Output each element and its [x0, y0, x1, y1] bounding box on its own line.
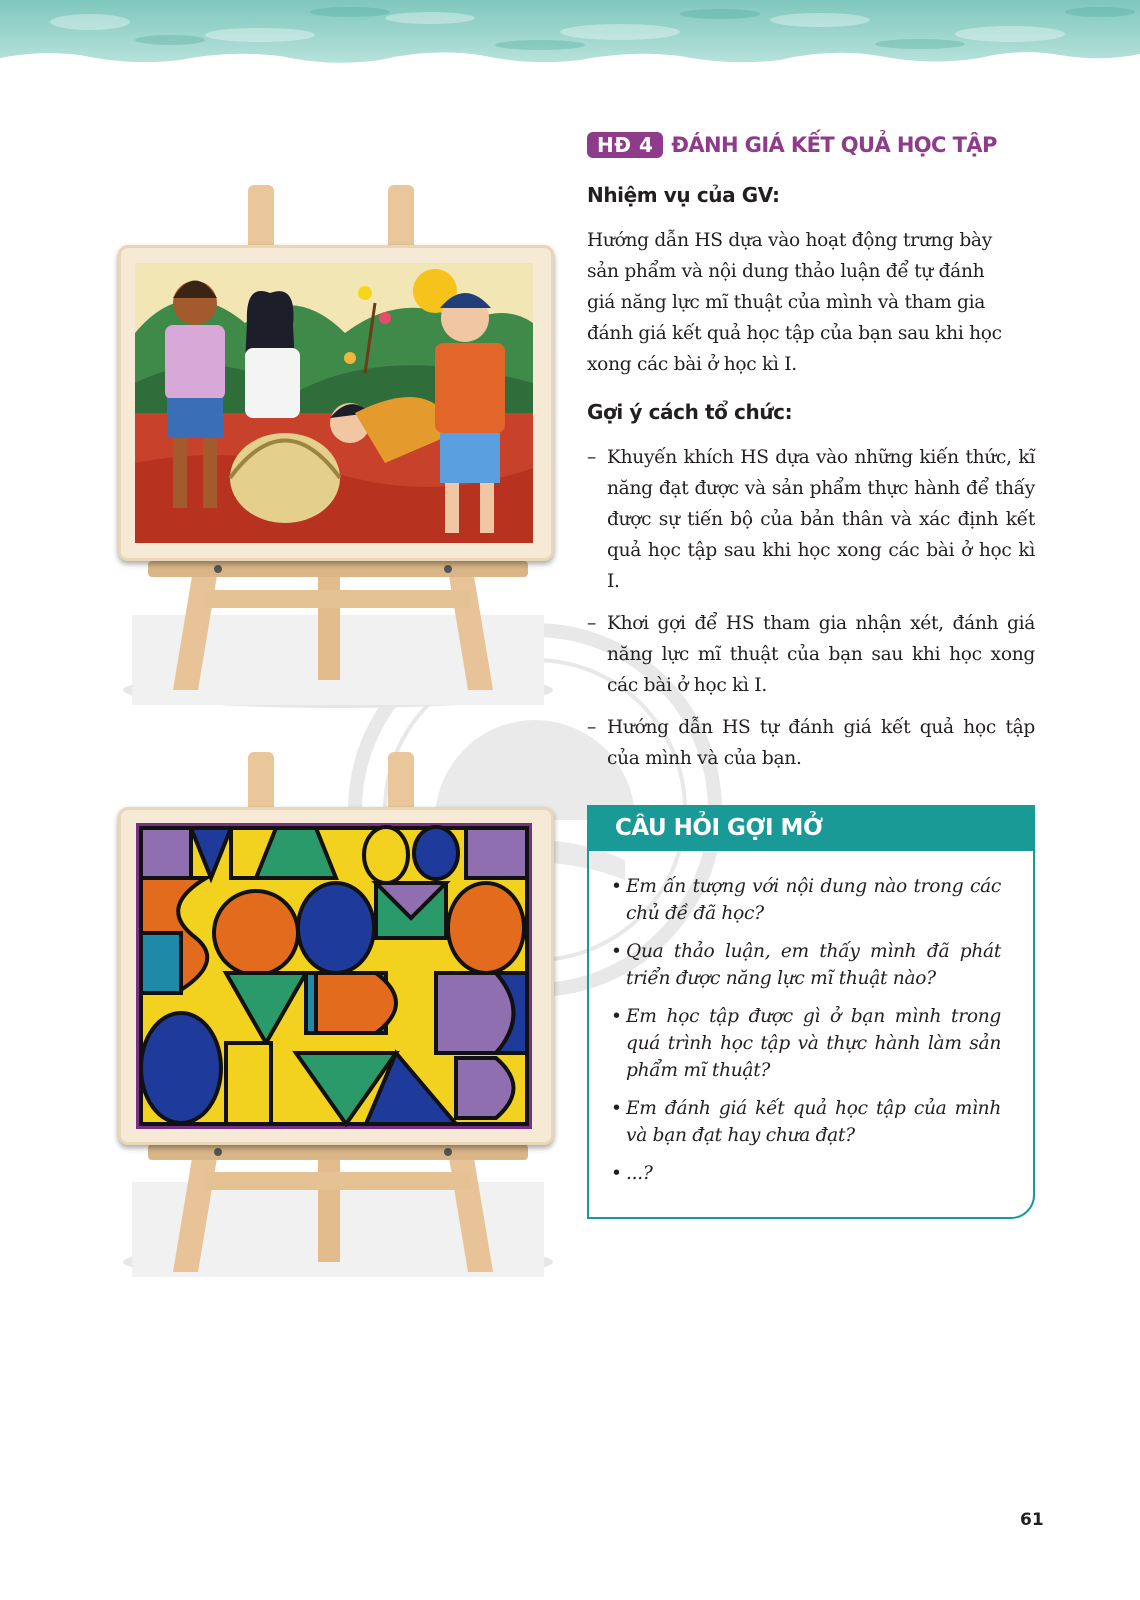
- teacher-task-text: [587, 225, 1035, 380]
- question-item: • Em ấn tượng với nội dung nào trong các chủ đề đã học?: [611, 876, 1001, 924]
- guiding-questions-box: [587, 805, 1035, 1219]
- question-item: • Qua thảo luận, em thấy mình đã phát triển được năng lực mĩ thuật nào?: [611, 941, 1001, 989]
- guiding-questions-title: CÂU HỎI GỢI MỞ: [587, 805, 1035, 851]
- suggestion-item: – Khơi gợi để HS tham gia nhận xét, đánh giá năng lực mĩ thuật của bạn sau khi học xong các bài ở học kì I.: [587, 613, 1035, 696]
- question-item: • ...?: [611, 1163, 653, 1184]
- top-decorative-band: [0, 0, 1140, 70]
- easel-painting-1: [118, 185, 558, 710]
- geometric-letters-painting: [136, 823, 532, 1129]
- suggestions-heading: Gợi ý cách tổ chức:: [587, 400, 793, 424]
- question-item: • Em đánh giá kết quả học tập của mình và bạn đạt hay chưa đạt?: [611, 1098, 1001, 1146]
- guiding-questions-list: [611, 873, 1001, 1198]
- teacher-task-line: giá năng lực mĩ thuật của mình và tham gia: [587, 292, 986, 313]
- page-number: 61: [1020, 1510, 1044, 1530]
- teacher-task-line: Hướng dẫn HS dựa vào hoạt động trưng bày: [587, 230, 992, 251]
- suggestion-item: – Hướng dẫn HS tự đánh giá kết quả học tập của mình và của bạn.: [587, 717, 1035, 769]
- easel-painting-2: [118, 752, 558, 1277]
- activity-title: ĐÁNH GIÁ KẾT QUẢ HỌC TẬP: [671, 133, 997, 157]
- suggestions-list: [587, 442, 1035, 785]
- suggestion-item: – Khuyến khích HS dựa vào những kiến thức, kĩ năng đạt được và sản phẩm thực hành để thấy được sự tiến bộ của bản thân và xác định kết quả học tập sau khi học xong các bài ở học kì I.: [587, 447, 1035, 592]
- teacher-task-line: sản phẩm và nội dung thảo luận để tự đánh: [587, 261, 985, 282]
- teacher-task-line: xong các bài ở học kì I.: [587, 354, 797, 375]
- teacher-task-line: đánh giá kết quả học tập của bạn sau khi học: [587, 323, 1002, 344]
- activity-badge: HĐ 4: [587, 132, 663, 158]
- children-painting: [135, 263, 533, 543]
- teacher-task-heading: Nhiệm vụ của GV:: [587, 183, 780, 207]
- activity-header: [587, 130, 997, 160]
- question-item: • Em học tập được gì ở bạn mình trong quá trình học tập và thực hành làm sản phẩm mĩ thuật?: [611, 1006, 1001, 1081]
